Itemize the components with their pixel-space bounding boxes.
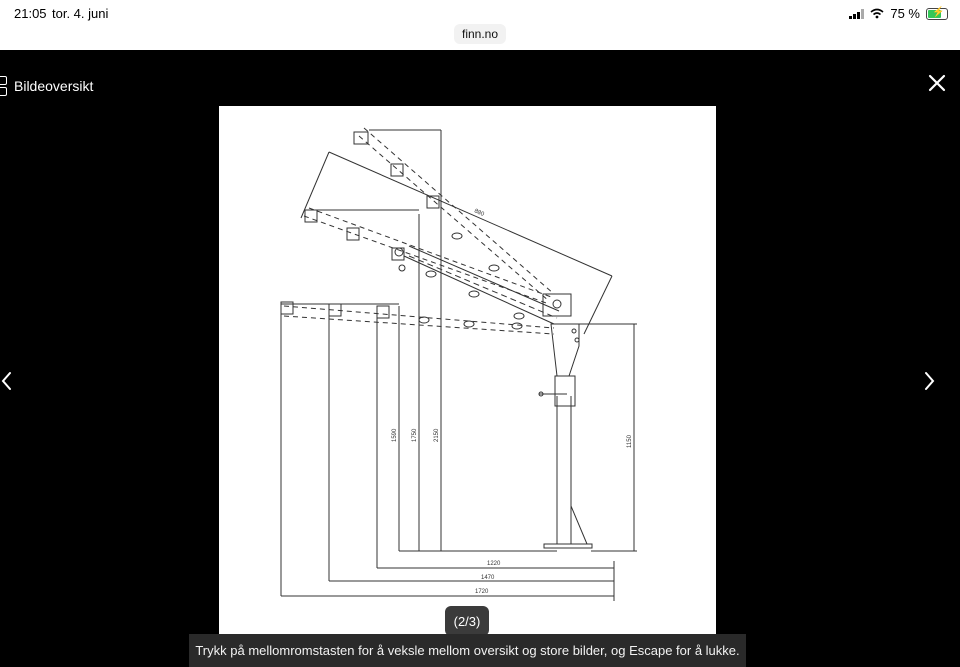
chevron-right-icon[interactable] [922,370,936,392]
battery-icon: ⚡ [926,8,948,20]
image-viewer [0,50,960,667]
dim-1720: 1720 [475,589,489,595]
battery-percent: 75 % [890,6,920,21]
dim-1590: 1590 [392,428,398,442]
overview-button[interactable] [0,76,93,96]
chevron-left-icon[interactable] [0,370,14,392]
cellular-signal-icon [849,9,864,19]
dim-1150: 1150 [627,435,633,448]
status-indicators [849,6,948,21]
status-bar [0,0,960,50]
status-time: 21:05 [14,6,47,21]
status-date: tor. 4. juni [52,6,109,21]
dim-1470: 1470 [481,575,495,581]
viewer-title: Bildeoversikt [14,78,94,94]
grid-icon [0,76,8,96]
close-icon[interactable] [928,74,946,92]
dim-1750: 1750 [412,428,418,442]
crane-drawing-image [219,106,716,634]
wifi-icon [870,8,884,19]
keyboard-hint: Trykk på mellomromstasten for å veksle mellom oversikt og store bilder, og Escape for å lukke. [189,634,746,667]
dim-2150: 2150 [434,428,440,442]
technical-drawing [219,106,716,634]
image-counter: (2/3) [445,606,489,636]
url-text: finn.no [461,27,499,41]
dim-1220: 1220 [487,561,501,567]
dim-880: 880 [473,208,485,218]
url-bar[interactable] [454,24,506,44]
